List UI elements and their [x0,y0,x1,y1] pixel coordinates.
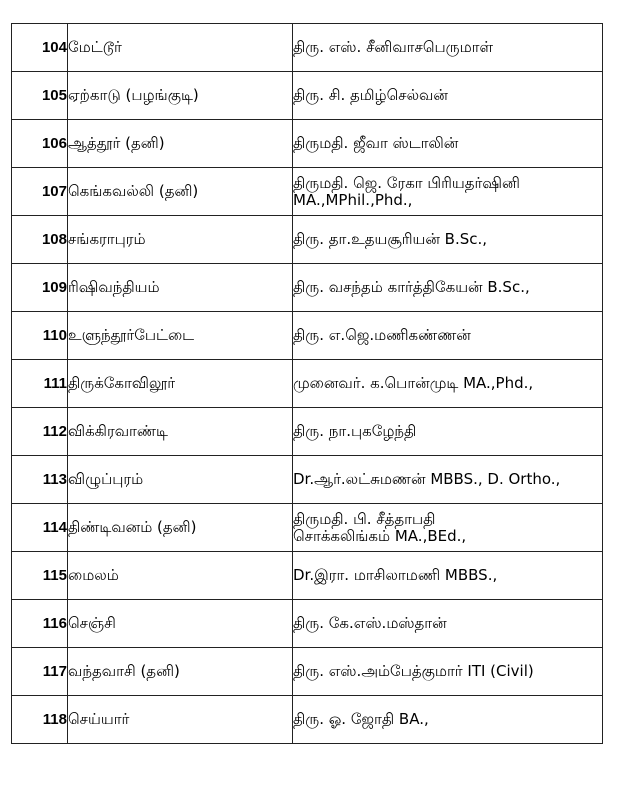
constituency-number: 109 [12,264,68,312]
table-row [12,72,603,120]
constituency-number: 106 [12,120,68,168]
candidate-name [293,696,603,744]
constituency-name: கெங்கவல்லி (தனி) [68,168,293,216]
constituency-name: வந்தவாசி (தனி) [68,648,293,696]
candidate-name [293,456,603,504]
table-row [12,168,603,216]
constituency-number: 110 [12,312,68,360]
table-row [12,312,603,360]
candidate-name [293,312,603,360]
table-row [12,216,603,264]
constituency-number: 115 [12,552,68,600]
candidate-name-line: திரு. எஸ்.அம்பேத்குமார் ITI (Civil) [293,662,534,680]
candidate-name [293,120,603,168]
candidate-name-line: திரு. ஓ. ஜோதி BA., [293,710,429,728]
table-row [12,552,603,600]
constituency-number: 105 [12,72,68,120]
candidate-name-line: Dr.இரா. மாசிலாமணி MBBS., [293,566,498,584]
candidate-name-line: திரு. வசந்தம் கார்த்திகேயன் B.Sc., [293,278,530,296]
constituency-name: மைலம் [68,552,293,600]
table-row [12,648,603,696]
constituency-name: ரிஷிவந்தியம் [68,264,293,312]
candidate-name-line: Dr.ஆர்.லட்சுமணன் MBBS., D. Ortho., [293,470,561,488]
candidate-table [11,23,603,744]
table-row [12,408,603,456]
candidate-name-line: MA.,MPhil.,Phd., [293,190,413,209]
candidate-name [293,168,603,216]
constituency-number: 113 [12,456,68,504]
constituency-name: திருக்கோவிலூர் [68,360,293,408]
candidate-name-line: திருமதி. ஜீவா ஸ்டாலின் [293,134,459,152]
candidate-name [293,72,603,120]
table-row [12,264,603,312]
candidate-name-line: திரு. எ.ஜெ.மணிகண்ணன் [293,326,471,344]
candidate-name [293,504,603,552]
constituency-number: 116 [12,600,68,648]
constituency-name: சங்கராபுரம் [68,216,293,264]
candidate-name [293,24,603,72]
candidate-name [293,408,603,456]
constituency-name: செஞ்சி [68,600,293,648]
table-row [12,504,603,552]
table-row [12,24,603,72]
candidate-name-line: திரு. எஸ். சீனிவாசபெருமாள் [293,38,494,56]
table-row [12,456,603,504]
candidate-name-line: திரு. கே.எஸ்.மஸ்தான் [293,614,447,632]
candidate-name [293,600,603,648]
candidate-name-line: முனைவர். க.பொன்முடி MA.,Phd., [293,374,534,392]
candidate-name [293,552,603,600]
constituency-number: 108 [12,216,68,264]
constituency-name: ஆத்தூர் (தனி) [68,120,293,168]
candidate-name-line: திருமதி. பி. சீத்தாபதி [293,509,436,528]
constituency-name: திண்டிவனம் (தனி) [68,504,293,552]
constituency-number: 111 [12,360,68,408]
candidate-name [293,216,603,264]
constituency-name: உளுந்தூர்பேட்டை [68,312,293,360]
table-row [12,696,603,744]
candidate-name [293,360,603,408]
table-row [12,360,603,408]
table-row [12,600,603,648]
constituency-name: விக்கிரவாண்டி [68,408,293,456]
candidate-name-line: திரு. தா.உதயசூரியன் B.Sc., [293,230,488,248]
candidate-table-body [12,24,603,744]
candidate-name [293,648,603,696]
candidate-name-line: திருமதி. ஜெ. ரேகா பிரியதர்ஷினி [293,173,520,192]
candidate-name-line: திரு. சி. தமிழ்செல்வன் [293,86,448,104]
constituency-name: செய்யார் [68,696,293,744]
constituency-number: 118 [12,696,68,744]
constituency-name: விழுப்புரம் [68,456,293,504]
constituency-number: 107 [12,168,68,216]
constituency-number: 104 [12,24,68,72]
table-row [12,120,603,168]
constituency-number: 114 [12,504,68,552]
candidate-name-line: திரு. நா.புகழேந்தி [293,422,417,440]
constituency-name: ஏற்காடு (பழங்குடி) [68,72,293,120]
constituency-number: 112 [12,408,68,456]
candidate-name-line: சொக்கலிங்கம் MA.,BEd., [293,526,467,545]
constituency-name: மேட்டூர் [68,24,293,72]
constituency-number: 117 [12,648,68,696]
candidate-name [293,264,603,312]
